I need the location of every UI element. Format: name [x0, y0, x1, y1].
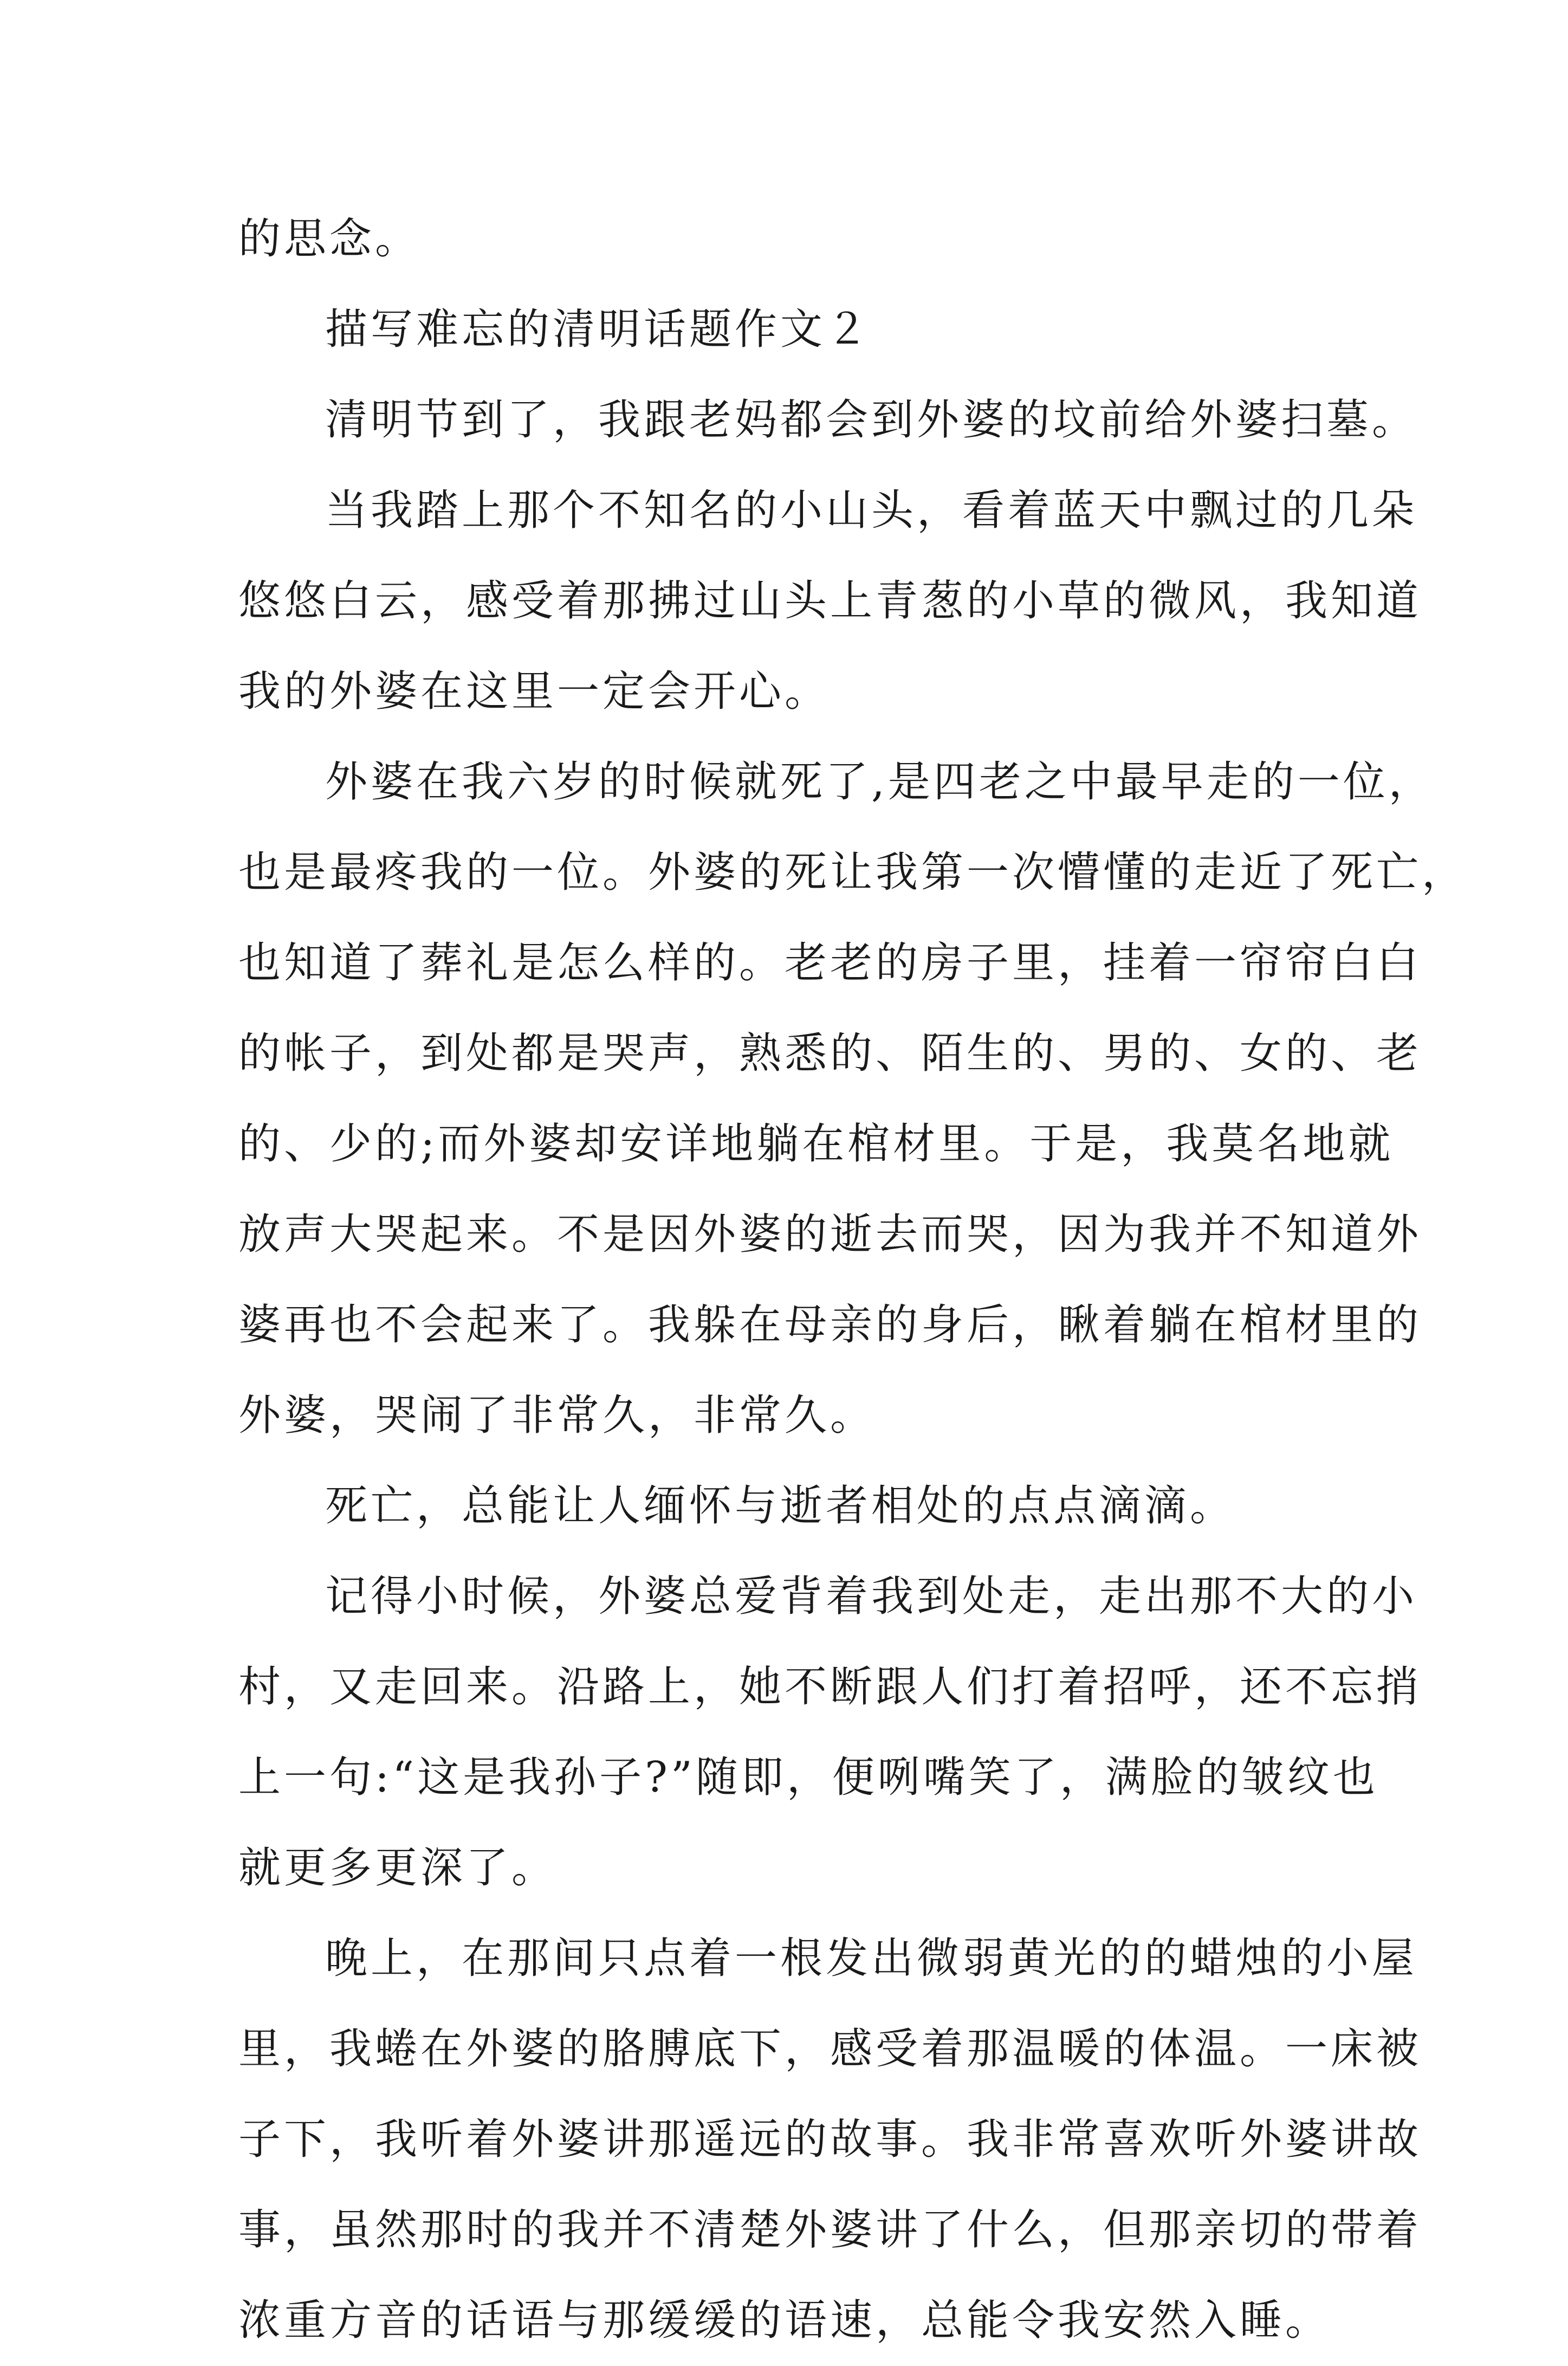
- text-line: 婆再也不会起来了。我躲在母亲的身后，瞅着躺在棺材里的: [238, 1301, 1422, 1349]
- text-line: 浓重方音的话语与那缓缓的语速，总能令我安然入睡。: [238, 2296, 1331, 2345]
- text-line: 就更多更深了。: [238, 1844, 558, 1892]
- text-line: 晚上，在那间只点着一根发出微弱黄光的的蜡烛的小屋: [325, 1934, 1418, 1983]
- text-line: 我的外婆在这里一定会开心。: [238, 667, 831, 716]
- text-line: 子下，我听着外婆讲那遥远的故事。我非常喜欢听外婆讲故: [238, 2115, 1422, 2164]
- text-line: 清明节到了，我跟老妈都会到外婆的坟前给外婆扫墓。: [325, 396, 1418, 444]
- text-line: 当我踏上那个不知名的小山头，看着蓝天中飘过的几朵: [325, 486, 1418, 535]
- text-line: 的思念。: [238, 215, 421, 263]
- text-line: 外婆在我六岁的时候就死了,是四老之中最早走的一位，: [325, 758, 1434, 806]
- text-line: 也是最疼我的一位。外婆的死让我第一次懵懂的走近了死亡，: [238, 848, 1468, 897]
- text-line: 里，我蜷在外婆的胳膊底下，感受着那温暖的体温。一床被: [238, 2025, 1422, 2073]
- text-line: 事，虽然那时的我并不清楚外婆讲了什么，但那亲切的带着: [238, 2206, 1422, 2254]
- text-line: 也知道了葬礼是怎么样的。老老的房子里，挂着一帘帘白白: [238, 939, 1422, 987]
- text-line: 外婆，哭闹了非常久，非常久。: [238, 1391, 876, 1440]
- text-line: 记得小时候，外婆总爱背着我到处走，走出那不大的小: [325, 1572, 1418, 1621]
- text-line: 死亡，总能让人缅怀与逝者相处的点点滴滴。: [325, 1482, 1236, 1530]
- article-title: 描写难忘的清明话题作文２: [325, 305, 872, 354]
- text-line: 放声大哭起来。不是因外婆的逝去而哭，因为我并不知道外: [238, 1210, 1422, 1259]
- text-line: 村，又走回来。沿路上，她不断跟人们打着招呼，还不忘捎: [238, 1663, 1422, 1711]
- text-line: 的帐子，到处都是哭声，熟悉的、陌生的、男的、女的、老: [238, 1029, 1422, 1078]
- text-line: 悠悠白云，感受着那拂过山头上青葱的小草的微风，我知道: [238, 577, 1422, 625]
- text-line: 上一句:“这是我孙子?”随即，便咧嘴笑了，满脸的皱纹也: [238, 1753, 1378, 1802]
- article-body: [238, 194, 1468, 2366]
- text-line: 的、少的;而外婆却安详地躺在棺材里。于是，我莫名地就: [238, 1120, 1394, 1168]
